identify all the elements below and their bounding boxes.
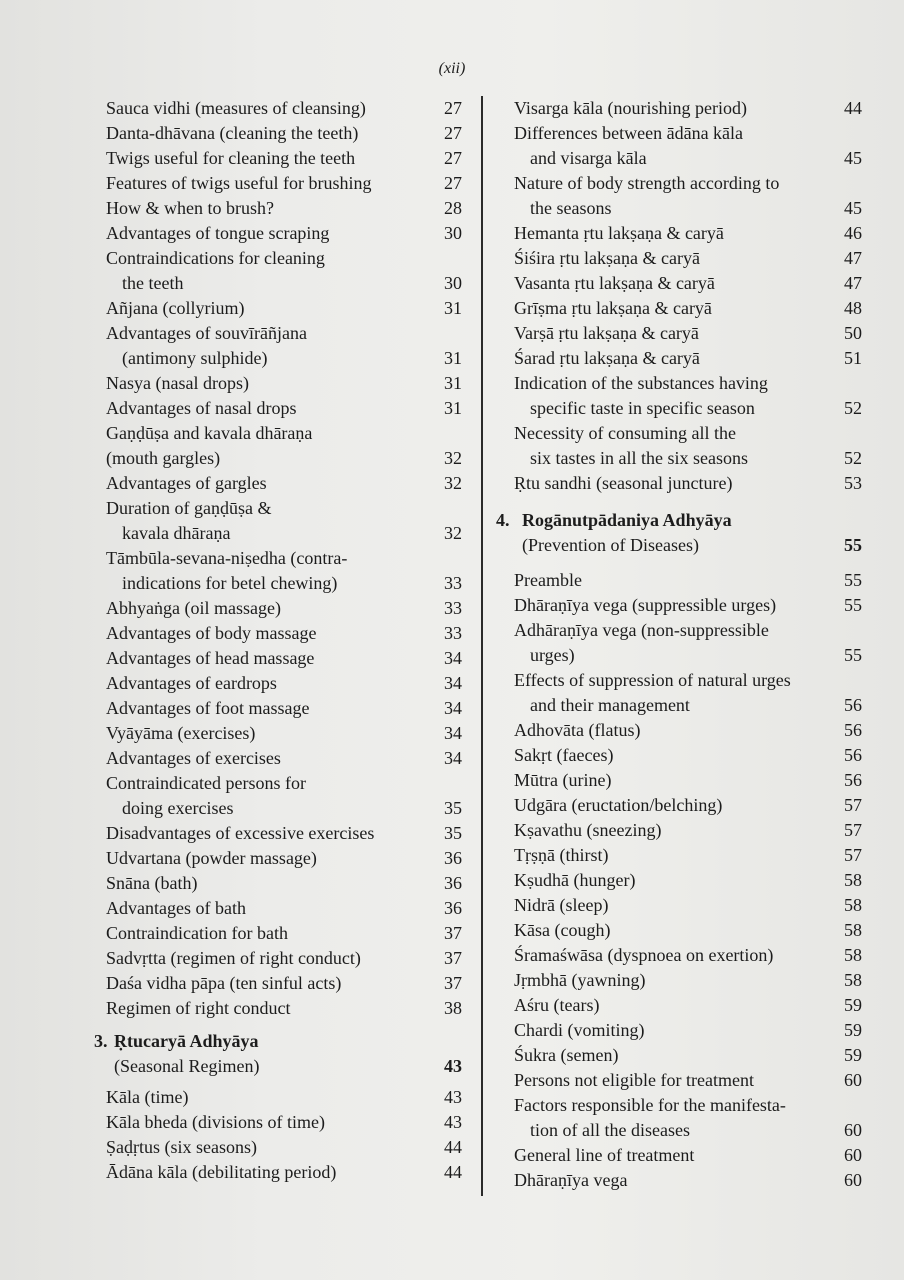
toc-entry-page: 57 [844, 820, 862, 840]
toc-entry-title: six tastes in all the six seasons [530, 448, 748, 468]
toc-list-right [514, 96, 862, 496]
toc-entry [106, 446, 462, 471]
toc-entry-title: Gaṇḍūṣa and kavala dhāraṇa [106, 423, 313, 443]
toc-entry-page: 58 [844, 870, 862, 890]
toc-entry-page: 56 [844, 695, 862, 715]
toc-entry-title: Tṛṣṇā (thirst) [514, 845, 609, 865]
toc-entry-title: Sakṛt (faeces) [514, 745, 614, 765]
toc-entry [514, 1093, 862, 1118]
toc-entry [514, 768, 862, 793]
toc-entry [106, 821, 462, 846]
toc-entry [106, 846, 462, 871]
toc-entry-page: 32 [444, 473, 462, 493]
toc-entry [514, 943, 862, 968]
toc-entry-title: Hemanta ṛtu lakṣaṇa & caryā [514, 223, 724, 243]
toc-entry-page: 55 [844, 645, 862, 665]
toc-entry-title: Effects of suppression of natural urges [514, 670, 791, 690]
toc-entry-page: 44 [444, 1137, 462, 1157]
toc-entry-title: Advantages of souvīrāñjana [106, 323, 307, 343]
toc-entry-page: 59 [844, 995, 862, 1015]
toc-entry-page: 36 [444, 848, 462, 868]
toc-entry [514, 121, 862, 146]
toc-entry [106, 696, 462, 721]
toc-entry [514, 346, 862, 371]
toc-entry-page: 56 [844, 720, 862, 740]
toc-entry [514, 718, 862, 743]
toc-list-right-2 [514, 568, 862, 1193]
toc-entry-title: Ṛtu sandhi (seasonal juncture) [514, 473, 733, 493]
toc-entry [106, 346, 462, 371]
toc-entry-page: 59 [844, 1020, 862, 1040]
toc-entry-page: 50 [844, 323, 862, 343]
toc-entry [106, 146, 462, 171]
toc-entry-title: Twigs useful for cleaning the teeth [106, 148, 356, 168]
toc-entry [514, 96, 862, 121]
toc-entry-title: Śukra (semen) [514, 1045, 619, 1065]
toc-entry-title: Factors responsible for the manifesta- [514, 1095, 786, 1115]
toc-entry-page: 43 [444, 1087, 462, 1107]
toc-entry [106, 321, 462, 346]
toc-entry-title: Varṣā ṛtu lakṣaṇa & caryā [514, 323, 699, 343]
toc-entry-page: 60 [844, 1070, 862, 1090]
toc-entry-page: 33 [444, 623, 462, 643]
chapter-4-heading [496, 508, 862, 558]
toc-entry-title: the teeth [122, 273, 184, 293]
toc-entry-page: 52 [844, 448, 862, 468]
toc-entry-title: Jṛmbhā (yawning) [514, 970, 646, 990]
toc-entry [514, 1118, 862, 1143]
toc-entry [514, 1043, 862, 1068]
toc-entry-page: 30 [444, 223, 462, 243]
toc-entry [514, 818, 862, 843]
toc-entry [106, 1110, 462, 1135]
toc-entry [514, 1068, 862, 1093]
toc-entry-page: 57 [844, 795, 862, 815]
toc-entry-title: General line of treatment [514, 1145, 695, 1165]
toc-entry [514, 146, 862, 171]
toc-entry-title: Sauca vidhi (measures of cleansing) [106, 98, 366, 118]
toc-entry [106, 1085, 462, 1110]
toc-entry [514, 171, 862, 196]
toc-entry-title: Sadvṛtta (regimen of right conduct) [106, 948, 361, 968]
toc-entry-title: Advantages of exercises [106, 748, 281, 768]
toc-entry-page: 58 [844, 895, 862, 915]
toc-entry-page: 46 [844, 223, 862, 243]
toc-entry-title: Dhāraṇīya vega [514, 1170, 628, 1190]
toc-entry-title: Śiśira ṛtu lakṣaṇa & caryā [514, 248, 700, 268]
toc-entry-page: 27 [444, 148, 462, 168]
toc-entry [106, 946, 462, 971]
toc-entry-title: Snāna (bath) [106, 873, 198, 893]
toc-entry-title: Mūtra (urine) [514, 770, 612, 790]
toc-entry [514, 246, 862, 271]
toc-entry-page: 28 [444, 198, 462, 218]
toc-entry-page: 52 [844, 398, 862, 418]
toc-entry-title: Chardi (vomiting) [514, 1020, 645, 1040]
toc-entry-title: Daśa vidha pāpa (ten sinful acts) [106, 973, 342, 993]
toc-entry-page: 36 [444, 873, 462, 893]
toc-entry [514, 868, 862, 893]
toc-entry-title: Advantages of head massage [106, 648, 315, 668]
toc-entry-title: Danta-dhāvana (cleaning the teeth) [106, 123, 359, 143]
toc-entry [514, 968, 862, 993]
toc-entry-title: Dhāraṇīya vega (suppressible urges) [514, 595, 777, 615]
toc-entry-page: 37 [444, 948, 462, 968]
toc-entry-page: 60 [844, 1170, 862, 1190]
toc-entry [514, 593, 862, 618]
toc-entry-title: Advantages of body massage [106, 623, 317, 643]
toc-entry-title: and visarga kāla [530, 148, 647, 168]
toc-entry [106, 746, 462, 771]
toc-entry [106, 996, 462, 1021]
toc-entry [514, 918, 862, 943]
toc-entry-page: 32 [444, 448, 462, 468]
toc-entry-title: Contraindication for bath [106, 923, 288, 943]
toc-entry-page: 34 [444, 648, 462, 668]
toc-entry-page: 27 [444, 98, 462, 118]
toc-entry-page: 35 [444, 823, 462, 843]
toc-entry-page: 33 [444, 598, 462, 618]
toc-entry-page: 34 [444, 748, 462, 768]
toc-entry-title: Adhovāta (flatus) [514, 720, 641, 740]
toc-entry [514, 296, 862, 321]
toc-entry [514, 221, 862, 246]
toc-entry-page: 34 [444, 723, 462, 743]
toc-entry [106, 771, 462, 796]
toc-entry-page: 55 [844, 570, 862, 590]
toc-entry [514, 471, 862, 496]
toc-entry [514, 1018, 862, 1043]
toc-entry-title: Visarga kāla (nourishing period) [514, 98, 748, 118]
toc-entry [106, 496, 462, 521]
toc-entry-page: 38 [444, 998, 462, 1018]
toc-entry-page: 53 [844, 473, 862, 493]
toc-entry [514, 643, 862, 668]
toc-entry-title: Tāmbūla-sevana-niṣedha (contra- [106, 548, 348, 568]
chapter-title: Ṛtucaryā Adhyāya [114, 1031, 259, 1051]
toc-entry [106, 621, 462, 646]
chapter-subtitle: (Prevention of Diseases) [522, 535, 699, 555]
toc-entry-title: Disadvantages of excessive exercises [106, 823, 375, 843]
toc-entry [514, 271, 862, 296]
toc-entry-page: 44 [444, 1162, 462, 1182]
toc-entry [514, 793, 862, 818]
chapter-number: 3. [94, 1031, 108, 1051]
toc-entry-title: Ṣaḍṛtus (six seasons) [106, 1137, 257, 1157]
toc-entry-title: Advantages of nasal drops [106, 398, 297, 418]
toc-entry [106, 221, 462, 246]
toc-entry-page: 44 [844, 98, 862, 118]
toc-entry-title: (mouth gargles) [106, 448, 221, 468]
chapter-number: 4. [496, 510, 510, 530]
toc-list-left [106, 96, 462, 1021]
toc-entry-title: Contraindications for cleaning [106, 248, 325, 268]
toc-entry [106, 471, 462, 496]
toc-entry [514, 993, 862, 1018]
toc-entry-page: 34 [444, 698, 462, 718]
toc-entry [106, 196, 462, 221]
toc-entry-page: 27 [444, 173, 462, 193]
toc-entry-page: 56 [844, 770, 862, 790]
toc-entry [106, 521, 462, 546]
toc-entry [106, 246, 462, 271]
toc-entry [514, 371, 862, 396]
toc-entry-page: 33 [444, 573, 462, 593]
toc-entry [106, 721, 462, 746]
toc-entry-title: doing exercises [122, 798, 234, 818]
toc-entry-page: 60 [844, 1145, 862, 1165]
toc-entry [514, 568, 862, 593]
toc-entry [514, 321, 862, 346]
toc-entry-title: Contraindicated persons for [106, 773, 306, 793]
toc-entry-title: Abhyaṅga (oil massage) [106, 598, 281, 618]
toc-entry-title: Indication of the substances having [514, 373, 768, 393]
toc-entry-title: Regimen of right conduct [106, 998, 291, 1018]
toc-entry [106, 971, 462, 996]
toc-entry-title: Duration of gaṇḍūṣa & [106, 498, 272, 518]
toc-entry-page: 36 [444, 898, 462, 918]
toc-entry-title: Preamble [514, 570, 582, 590]
toc-right-column [496, 96, 862, 1193]
toc-entry [106, 921, 462, 946]
toc-entry-title: Kāsa (cough) [514, 920, 611, 940]
toc-entry [514, 893, 862, 918]
toc-entry [514, 618, 862, 643]
toc-entry-page: 58 [844, 945, 862, 965]
toc-entry-title: and their management [530, 695, 690, 715]
toc-entry-page: 59 [844, 1045, 862, 1065]
toc-entry-page: 35 [444, 798, 462, 818]
toc-entry [514, 1168, 862, 1193]
page-folio: (xii) [438, 60, 466, 77]
toc-entry-title: Aśru (tears) [514, 995, 600, 1015]
toc-entry [106, 371, 462, 396]
toc-entry [106, 571, 462, 596]
toc-entry-title: Kṣavathu (sneezing) [514, 820, 662, 840]
toc-entry-title: the seasons [530, 198, 612, 218]
toc-entry-page: 45 [844, 148, 862, 168]
toc-entry-page: 58 [844, 970, 862, 990]
toc-entry-page: 56 [844, 745, 862, 765]
toc-entry [514, 396, 862, 421]
toc-entry [106, 796, 462, 821]
toc-entry [106, 171, 462, 196]
toc-entry-title: Udgāra (eructation/belching) [514, 795, 723, 815]
chapter-title: Rogānutpādaniya Adhyāya [522, 510, 732, 530]
toc-entry-title: indications for betel chewing) [122, 573, 338, 593]
toc-entry [514, 693, 862, 718]
toc-entry-title: urges) [530, 645, 575, 665]
toc-entry-page: 34 [444, 673, 462, 693]
toc-entry-title: Differences between ādāna kāla [514, 123, 744, 143]
toc-entry-title: Ādāna kāla (debilitating period) [106, 1162, 337, 1182]
toc-entry-title: Kāla bheda (divisions of time) [106, 1112, 325, 1132]
toc-list-left-2 [106, 1085, 462, 1185]
toc-entry [514, 446, 862, 471]
toc-entry [106, 121, 462, 146]
toc-entry-title: tion of all the diseases [530, 1120, 690, 1140]
toc-entry [106, 1160, 462, 1185]
toc-entry-page: 48 [844, 298, 862, 318]
toc-entry [106, 396, 462, 421]
toc-entry-page: 58 [844, 920, 862, 940]
toc-entry [106, 271, 462, 296]
toc-entry-title: Śramaśwāsa (dyspnoea on exertion) [514, 945, 774, 965]
toc-entry-title: (antimony sulphide) [122, 348, 268, 368]
toc-entry [514, 843, 862, 868]
toc-entry-page: 45 [844, 198, 862, 218]
toc-entry-page: 57 [844, 845, 862, 865]
toc-entry-title: Features of twigs useful for brushing [106, 173, 372, 193]
toc-entry-title: Necessity of consuming all the [514, 423, 736, 443]
toc-entry-page: 31 [444, 348, 462, 368]
column-divider [481, 96, 483, 1196]
toc-entry-title: Udvartana (powder massage) [106, 848, 317, 868]
toc-entry-page: 47 [844, 248, 862, 268]
toc-entry [106, 296, 462, 321]
toc-entry [106, 1135, 462, 1160]
toc-entry [514, 1143, 862, 1168]
toc-entry-title: Advantages of gargles [106, 473, 267, 493]
toc-entry [106, 896, 462, 921]
toc-entry-title: kavala dhāraṇa [122, 523, 231, 543]
toc-entry-page: 47 [844, 273, 862, 293]
toc-entry [514, 743, 862, 768]
toc-entry-title: Kṣudhā (hunger) [514, 870, 636, 890]
toc-entry-page: 55 [844, 595, 862, 615]
toc-entry-page: 60 [844, 1120, 862, 1140]
toc-entry-title: How & when to brush? [106, 198, 274, 218]
toc-entry-title: Kāla (time) [106, 1087, 189, 1107]
toc-entry-title: Vyāyāma (exercises) [106, 723, 256, 743]
toc-entry [514, 668, 862, 693]
chapter-page: 55 [844, 535, 862, 555]
toc-entry-title: Advantages of eardrops [106, 673, 277, 693]
toc-entry-page: 31 [444, 398, 462, 418]
toc-entry [106, 671, 462, 696]
toc-entry-page: 32 [444, 523, 462, 543]
toc-entry-page: 27 [444, 123, 462, 143]
toc-entry-title: Advantages of foot massage [106, 698, 310, 718]
toc-entry-page: 43 [444, 1112, 462, 1132]
toc-entry-title: Adhāraṇīya vega (non-suppressible [514, 620, 769, 640]
toc-entry-title: Nature of body strength according to [514, 173, 780, 193]
toc-entry-title: Śarad ṛtu lakṣaṇa & caryā [514, 348, 700, 368]
chapter-subtitle: (Seasonal Regimen) [114, 1056, 260, 1076]
toc-entry [106, 546, 462, 571]
toc-left-column [94, 96, 462, 1185]
toc-entry-title: specific taste in specific season [530, 398, 755, 418]
toc-entry-title: Nidrā (sleep) [514, 895, 609, 915]
toc-entry-title: Advantages of bath [106, 898, 246, 918]
toc-entry [106, 421, 462, 446]
toc-entry-page: 30 [444, 273, 462, 293]
toc-entry-page: 51 [844, 348, 862, 368]
toc-entry [514, 421, 862, 446]
toc-entry-title: Grīṣma ṛtu lakṣaṇa & caryā [514, 298, 712, 318]
toc-entry-title: Añjana (collyrium) [106, 298, 245, 318]
toc-entry-page: 37 [444, 923, 462, 943]
toc-entry [106, 646, 462, 671]
toc-entry [106, 871, 462, 896]
toc-entry [514, 196, 862, 221]
chapter-3-heading [94, 1029, 462, 1079]
toc-entry [106, 596, 462, 621]
toc-entry-page: 37 [444, 973, 462, 993]
toc-entry [106, 96, 462, 121]
chapter-page: 43 [444, 1056, 462, 1076]
toc-entry-title: Advantages of tongue scraping [106, 223, 330, 243]
toc-entry-page: 31 [444, 373, 462, 393]
toc-entry-title: Persons not eligible for treatment [514, 1070, 754, 1090]
toc-entry-title: Nasya (nasal drops) [106, 373, 249, 393]
toc-entry-title: Vasanta ṛtu lakṣaṇa & caryā [514, 273, 715, 293]
toc-entry-page: 31 [444, 298, 462, 318]
